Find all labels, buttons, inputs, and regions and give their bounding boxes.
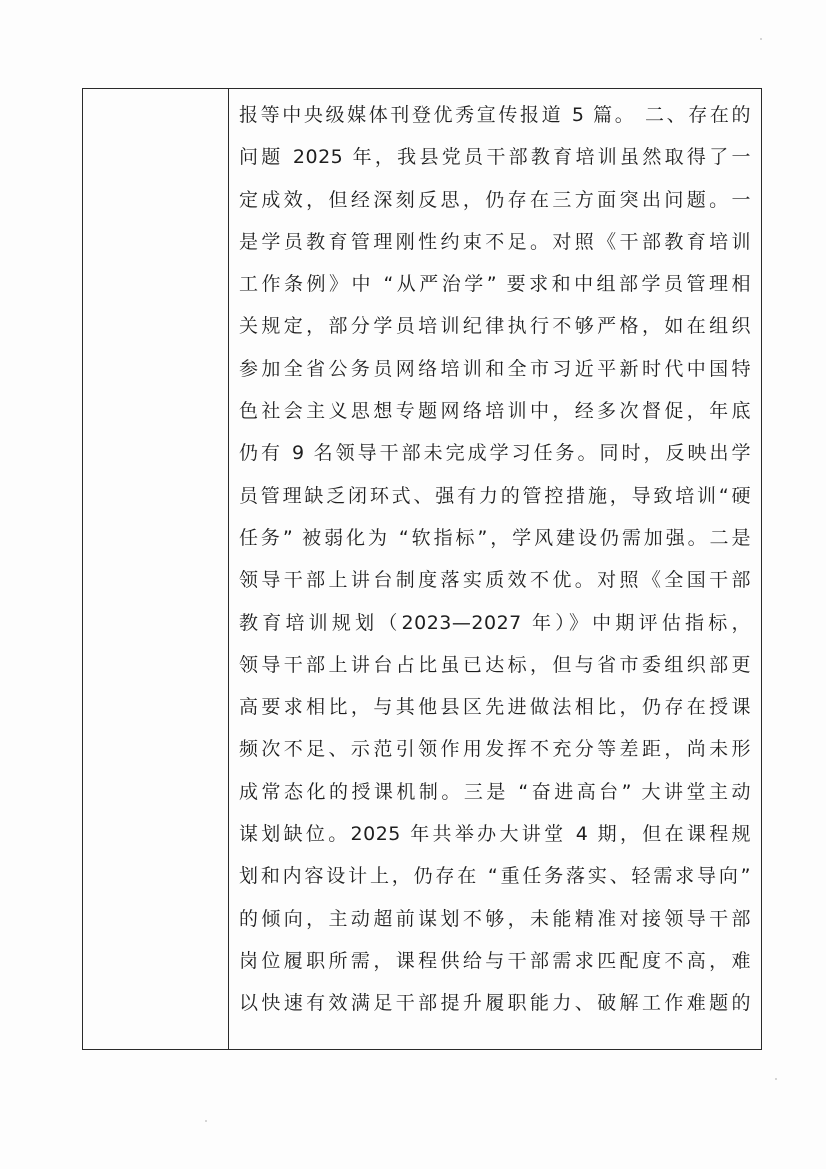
- text-line: 员管理缺乏闭环式、强有力的管控措施，导致培训“硬: [239, 484, 751, 507]
- text-line: 岗位履职所需，课程供给与干部需求匹配度不高，难: [239, 949, 751, 972]
- content-cell: [229, 89, 762, 1050]
- text-line: 领导干部上讲台制度落实质效不优。对照《全国干部: [239, 569, 751, 592]
- text-line: 频次不足、示范引领作用发挥不充分等差距，尚未形: [239, 738, 751, 761]
- text-line: 谋划缺位。2025 年共举办大讲堂 4 期，但在课程规: [239, 823, 751, 846]
- text-line: 划和内容设计上，仍存在 “重任务落实、轻需求导向”: [239, 865, 751, 888]
- text-line: 报等中央级媒体刊登优秀宣传报道 5 篇。 二、存在的: [239, 104, 751, 126]
- text-line: 参加全省公务员网络培训和全市习近平新时代中国特: [239, 357, 751, 380]
- text-line: 工作条例》中 “从严治学” 要求和中组部学员管理相: [239, 273, 751, 296]
- scan-speck: [760, 38, 762, 40]
- text-line: 定成效，但经深刻反思，仍存在三方面突出问题。一: [239, 188, 751, 211]
- text-line: 任务” 被弱化为 “软指标”，学风建设仍需加强。二是: [239, 526, 751, 549]
- text-line: 成常态化的授课机制。三是 “奋进高台” 大讲堂主动: [239, 780, 751, 803]
- text-line: 教育培训规划（2023—2027 年）》中期评估指标，: [239, 611, 751, 634]
- text-line: 以快速有效满足干部提升履职能力、破解工作难题的: [239, 992, 751, 1015]
- table-row: [83, 89, 762, 1050]
- scan-speck: [775, 1078, 777, 1080]
- text-line: 色社会主义思想专题网络培训中，经多次督促，年底: [239, 400, 751, 423]
- text-line: 高要求相比，与其他县区先进做法相比，仍存在授课: [239, 696, 751, 719]
- text-line: 问题 2025 年，我县党员干部教育培训虽然取得了一: [239, 146, 751, 169]
- label-cell: [83, 89, 229, 1050]
- text-line: 的倾向，主动超前谋划不够，未能精准对接领导干部: [239, 907, 751, 930]
- scan-speck: [205, 1120, 207, 1122]
- text-line: 领导干部上讲台占比虽已达标，但与省市委组织部更: [239, 653, 751, 676]
- form-table: [82, 88, 762, 1050]
- text-line: 是学员教育管理刚性约束不足。对照《干部教育培训: [239, 230, 751, 253]
- text-line: 仍有 9 名领导干部未完成学习任务。同时，反映出学: [239, 442, 751, 465]
- text-line: 关规定，部分学员培训纪律执行不够严格，如在组织: [239, 315, 751, 338]
- body-text: [229, 89, 761, 1025]
